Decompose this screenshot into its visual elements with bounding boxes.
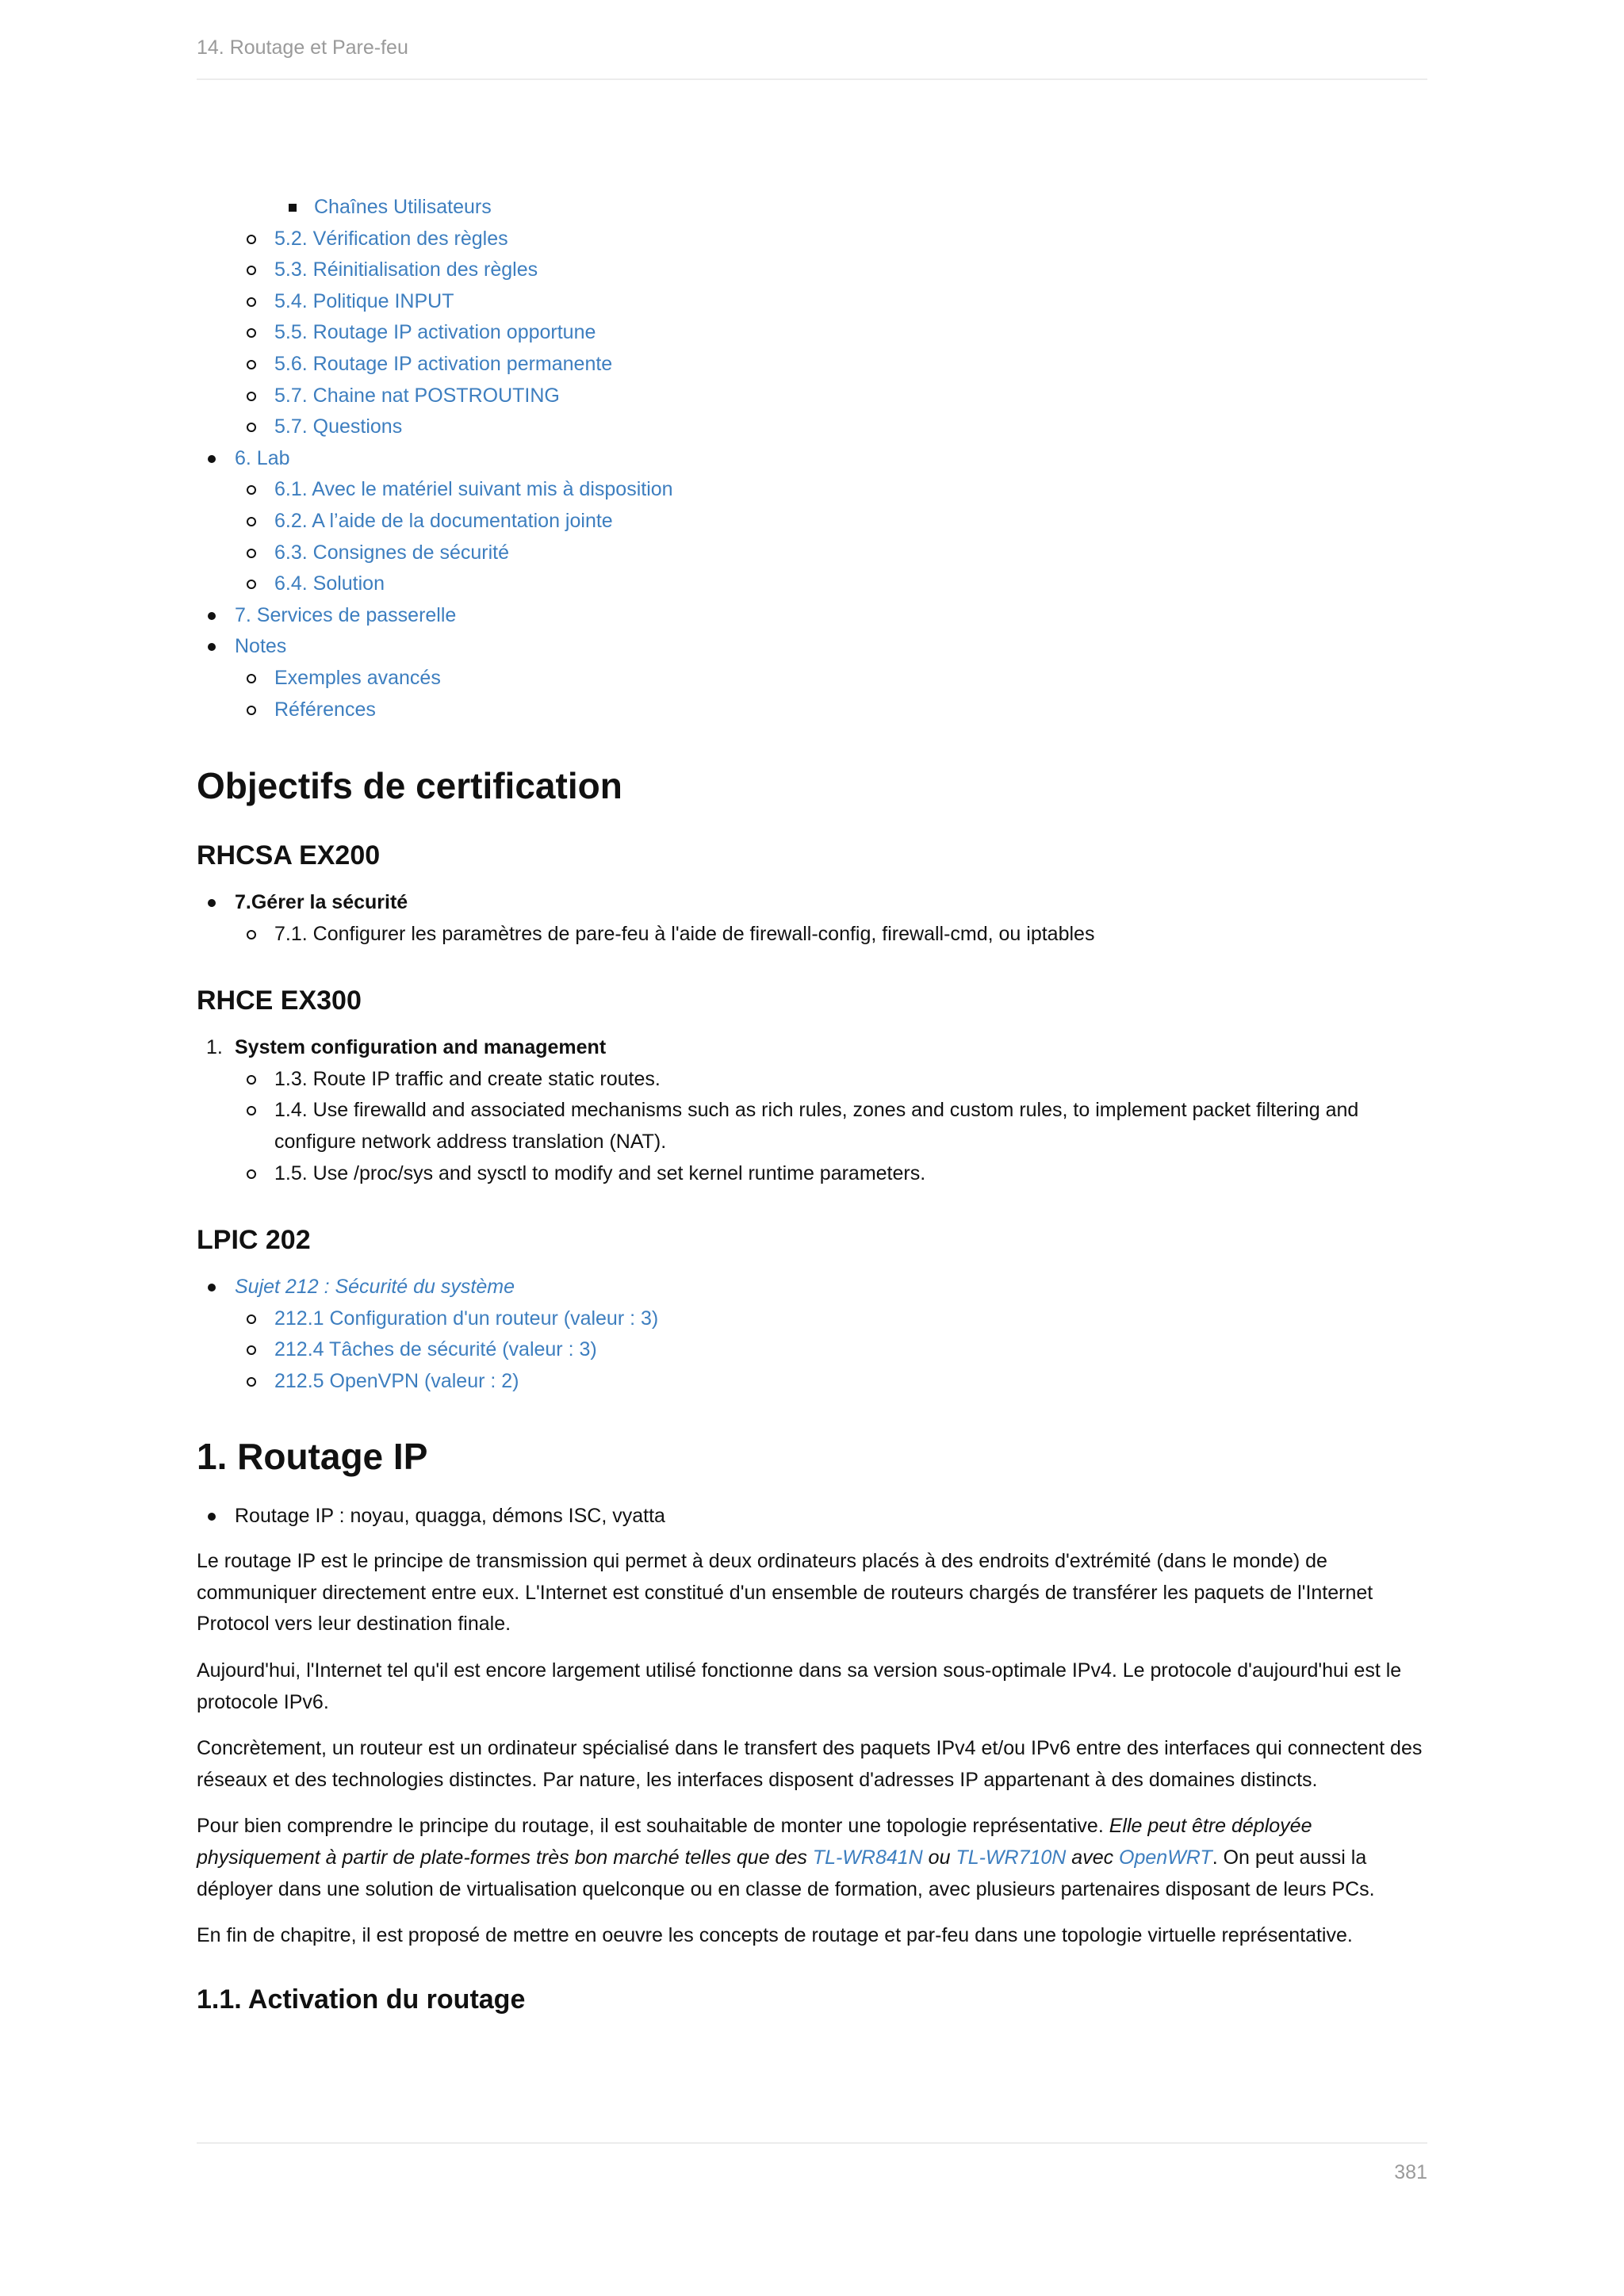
toc-item[interactable] [197, 631, 1427, 663]
toc-link[interactable]: Chaînes Utilisateurs [314, 196, 492, 218]
lpic-group[interactable] [197, 1272, 1427, 1303]
rhce-group-label: System configuration and management [235, 1036, 607, 1059]
toc-item[interactable] [197, 411, 1427, 443]
tl-wr841n-link[interactable]: TL-WR841N [812, 1846, 923, 1869]
toc-link[interactable]: 6.1. Avec le matériel suivant mis à disposition [274, 478, 673, 501]
text-run-italic: ou [922, 1846, 956, 1869]
rhce-heading: RHCE EX300 [197, 985, 362, 1016]
toc-item[interactable] [197, 317, 1427, 349]
rhce-item [197, 1064, 1427, 1096]
lpic-heading: LPIC 202 [197, 1225, 311, 1256]
openwrt-link[interactable]: OpenWRT [1119, 1846, 1212, 1869]
rhce-item-label: 1.3. Route IP traffic and create static routes. [274, 1067, 661, 1090]
rhce-group-number: 1. [206, 1036, 223, 1059]
page-header [197, 36, 1427, 80]
toc-item[interactable] [197, 192, 1427, 224]
text-run-italic: avec [1066, 1846, 1120, 1869]
toc-link[interactable]: 5.3. Réinitialisation des règles [274, 258, 538, 281]
toc-item[interactable] [197, 474, 1427, 506]
toc-item[interactable] [197, 663, 1427, 695]
tl-wr710n-link[interactable]: TL-WR710N [956, 1846, 1067, 1869]
chapter-title: 14. Routage et Pare-feu [197, 36, 408, 59]
routage-bullet [197, 1501, 1427, 1533]
toc-item[interactable] [197, 443, 1427, 475]
toc-link[interactable]: Références [274, 698, 376, 721]
toc-link[interactable]: 6.4. Solution [274, 572, 385, 595]
rhcsa-group [197, 887, 1427, 919]
lpic-item[interactable] [197, 1303, 1427, 1335]
table-of-contents [197, 192, 1427, 725]
paragraph-with-links [197, 1811, 1427, 1905]
toc-link[interactable]: 7. Services de passerelle [235, 603, 457, 626]
text-run: . On peut aussi la déployer dans une solution de virtualisation quelconque ou en classe de formation, avec plusieurs partenaires disposant de leurs PCs. [197, 1846, 1375, 1900]
toc-link[interactable]: 5.4. Politique INPUT [274, 289, 454, 312]
toc-link[interactable]: Exemples avancés [274, 666, 441, 689]
toc-item[interactable] [197, 538, 1427, 569]
certification-heading: Objectifs de certification [197, 765, 622, 807]
lpic-item-link[interactable]: 212.1 Configuration d'un routeur (valeur : 3) [274, 1307, 659, 1330]
rhcsa-heading: RHCSA EX200 [197, 840, 381, 871]
toc-item[interactable] [197, 224, 1427, 255]
rhcsa-list [197, 887, 1427, 950]
toc-item[interactable] [197, 600, 1427, 632]
lpic-group-link[interactable]: Sujet 212 : Sécurité du système [235, 1276, 515, 1299]
toc-link[interactable]: 6.3. Consignes de sécurité [274, 541, 510, 564]
toc-item[interactable] [197, 254, 1427, 286]
toc-link[interactable]: 5.6. Routage IP activation permanente [274, 352, 613, 375]
toc-link[interactable]: 5.7. Chaine nat POSTROUTING [274, 384, 560, 407]
rhce-list [197, 1032, 1427, 1189]
toc-item[interactable] [197, 695, 1427, 726]
toc-item[interactable] [197, 568, 1427, 600]
routage-bullet-label: Routage IP : noyau, quagga, démons ISC, vyatta [235, 1504, 665, 1527]
rhce-item [197, 1095, 1427, 1158]
toc-item[interactable] [197, 349, 1427, 381]
page-number: 381 [1394, 2161, 1427, 2183]
paragraph: Concrètement, un routeur est un ordinateur spécialisé dans le transfert des paquets IPv4 et/ou IPv6 entre des interfaces qui connectent des réseaux et des technologies distinctes. Par nature, les interfaces disposent d'adresses IP appartenant à des domaines distincts. [197, 1737, 1423, 1791]
lpic-item[interactable] [197, 1334, 1427, 1366]
lpic-item-link[interactable]: 212.5 OpenVPN (valeur : 2) [274, 1370, 519, 1393]
toc-link[interactable]: 5.2. Vérification des règles [274, 227, 508, 250]
lpic-item[interactable] [197, 1366, 1427, 1398]
rhcsa-item-label: 7.1. Configurer les paramètres de pare-feu à l'aide de firewall-config, firewall-cmd, ou iptables [274, 922, 1095, 945]
toc-link[interactable]: 6. Lab [235, 446, 290, 469]
toc-item[interactable] [197, 506, 1427, 538]
rhce-item-label: 1.5. Use /proc/sys and sysctl to modify and set kernel runtime parameters. [274, 1161, 926, 1184]
toc-item[interactable] [197, 286, 1427, 318]
toc-link[interactable]: 5.7. Questions [274, 415, 403, 438]
text-run: Pour bien comprendre le principe du routage, il est souhaitable de monter une topologie représentative. [197, 1815, 1109, 1838]
rhce-item-label: 1.4. Use firewalld and associated mechanisms such as rich rules, zones and custom rules, to implement packet filtering and configure network address translation (NAT). [274, 1099, 1359, 1154]
toc-link[interactable]: 6.2. A l’aide de la documentation jointe [274, 509, 613, 532]
paragraph: En fin de chapitre, il est proposé de mettre en oeuvre les concepts de routage et par-feu dans une topologie virtuelle représentative. [197, 1924, 1353, 1947]
paragraph: Le routage IP est le principe de transmission qui permet à deux ordinateurs placés à des endroits d'extrémité (dans le monde) de communiquer directement entre eux. L'Internet est constitué d'un ensemble de routeurs chargés de transférer les paquets de l'Internet Protocol vers leur destination finale. [197, 1550, 1373, 1636]
activation-heading: 1.1. Activation du routage [197, 1984, 526, 2015]
paragraph: Aujourd'hui, l'Internet tel qu'il est encore largement utilisé fonctionne dans sa version sous-optimale IPv4. Le protocole d'aujourd'hui est le protocole IPv6. [197, 1659, 1402, 1713]
toc-link[interactable]: 5.5. Routage IP activation opportune [274, 321, 596, 344]
routage-heading: 1. Routage IP [197, 1435, 428, 1477]
lpic-item-link[interactable]: 212.4 Tâches de sécurité (valeur : 3) [274, 1338, 597, 1361]
toc-link[interactable]: Notes [235, 635, 287, 658]
text-run-italic: Elle peut être déployée physiquement à partir de plate-formes très bon marché telles que des [197, 1815, 1312, 1869]
rhcsa-item [197, 919, 1427, 951]
rhce-item [197, 1158, 1427, 1190]
toc-item[interactable] [197, 381, 1427, 412]
page-footer [197, 2142, 1427, 2184]
rhce-group [197, 1032, 1427, 1064]
lpic-list [197, 1272, 1427, 1397]
routage-bullets [197, 1501, 1427, 1533]
rhcsa-group-label: 7.Gérer la sécurité [235, 891, 408, 914]
page-content [197, 192, 1427, 2017]
